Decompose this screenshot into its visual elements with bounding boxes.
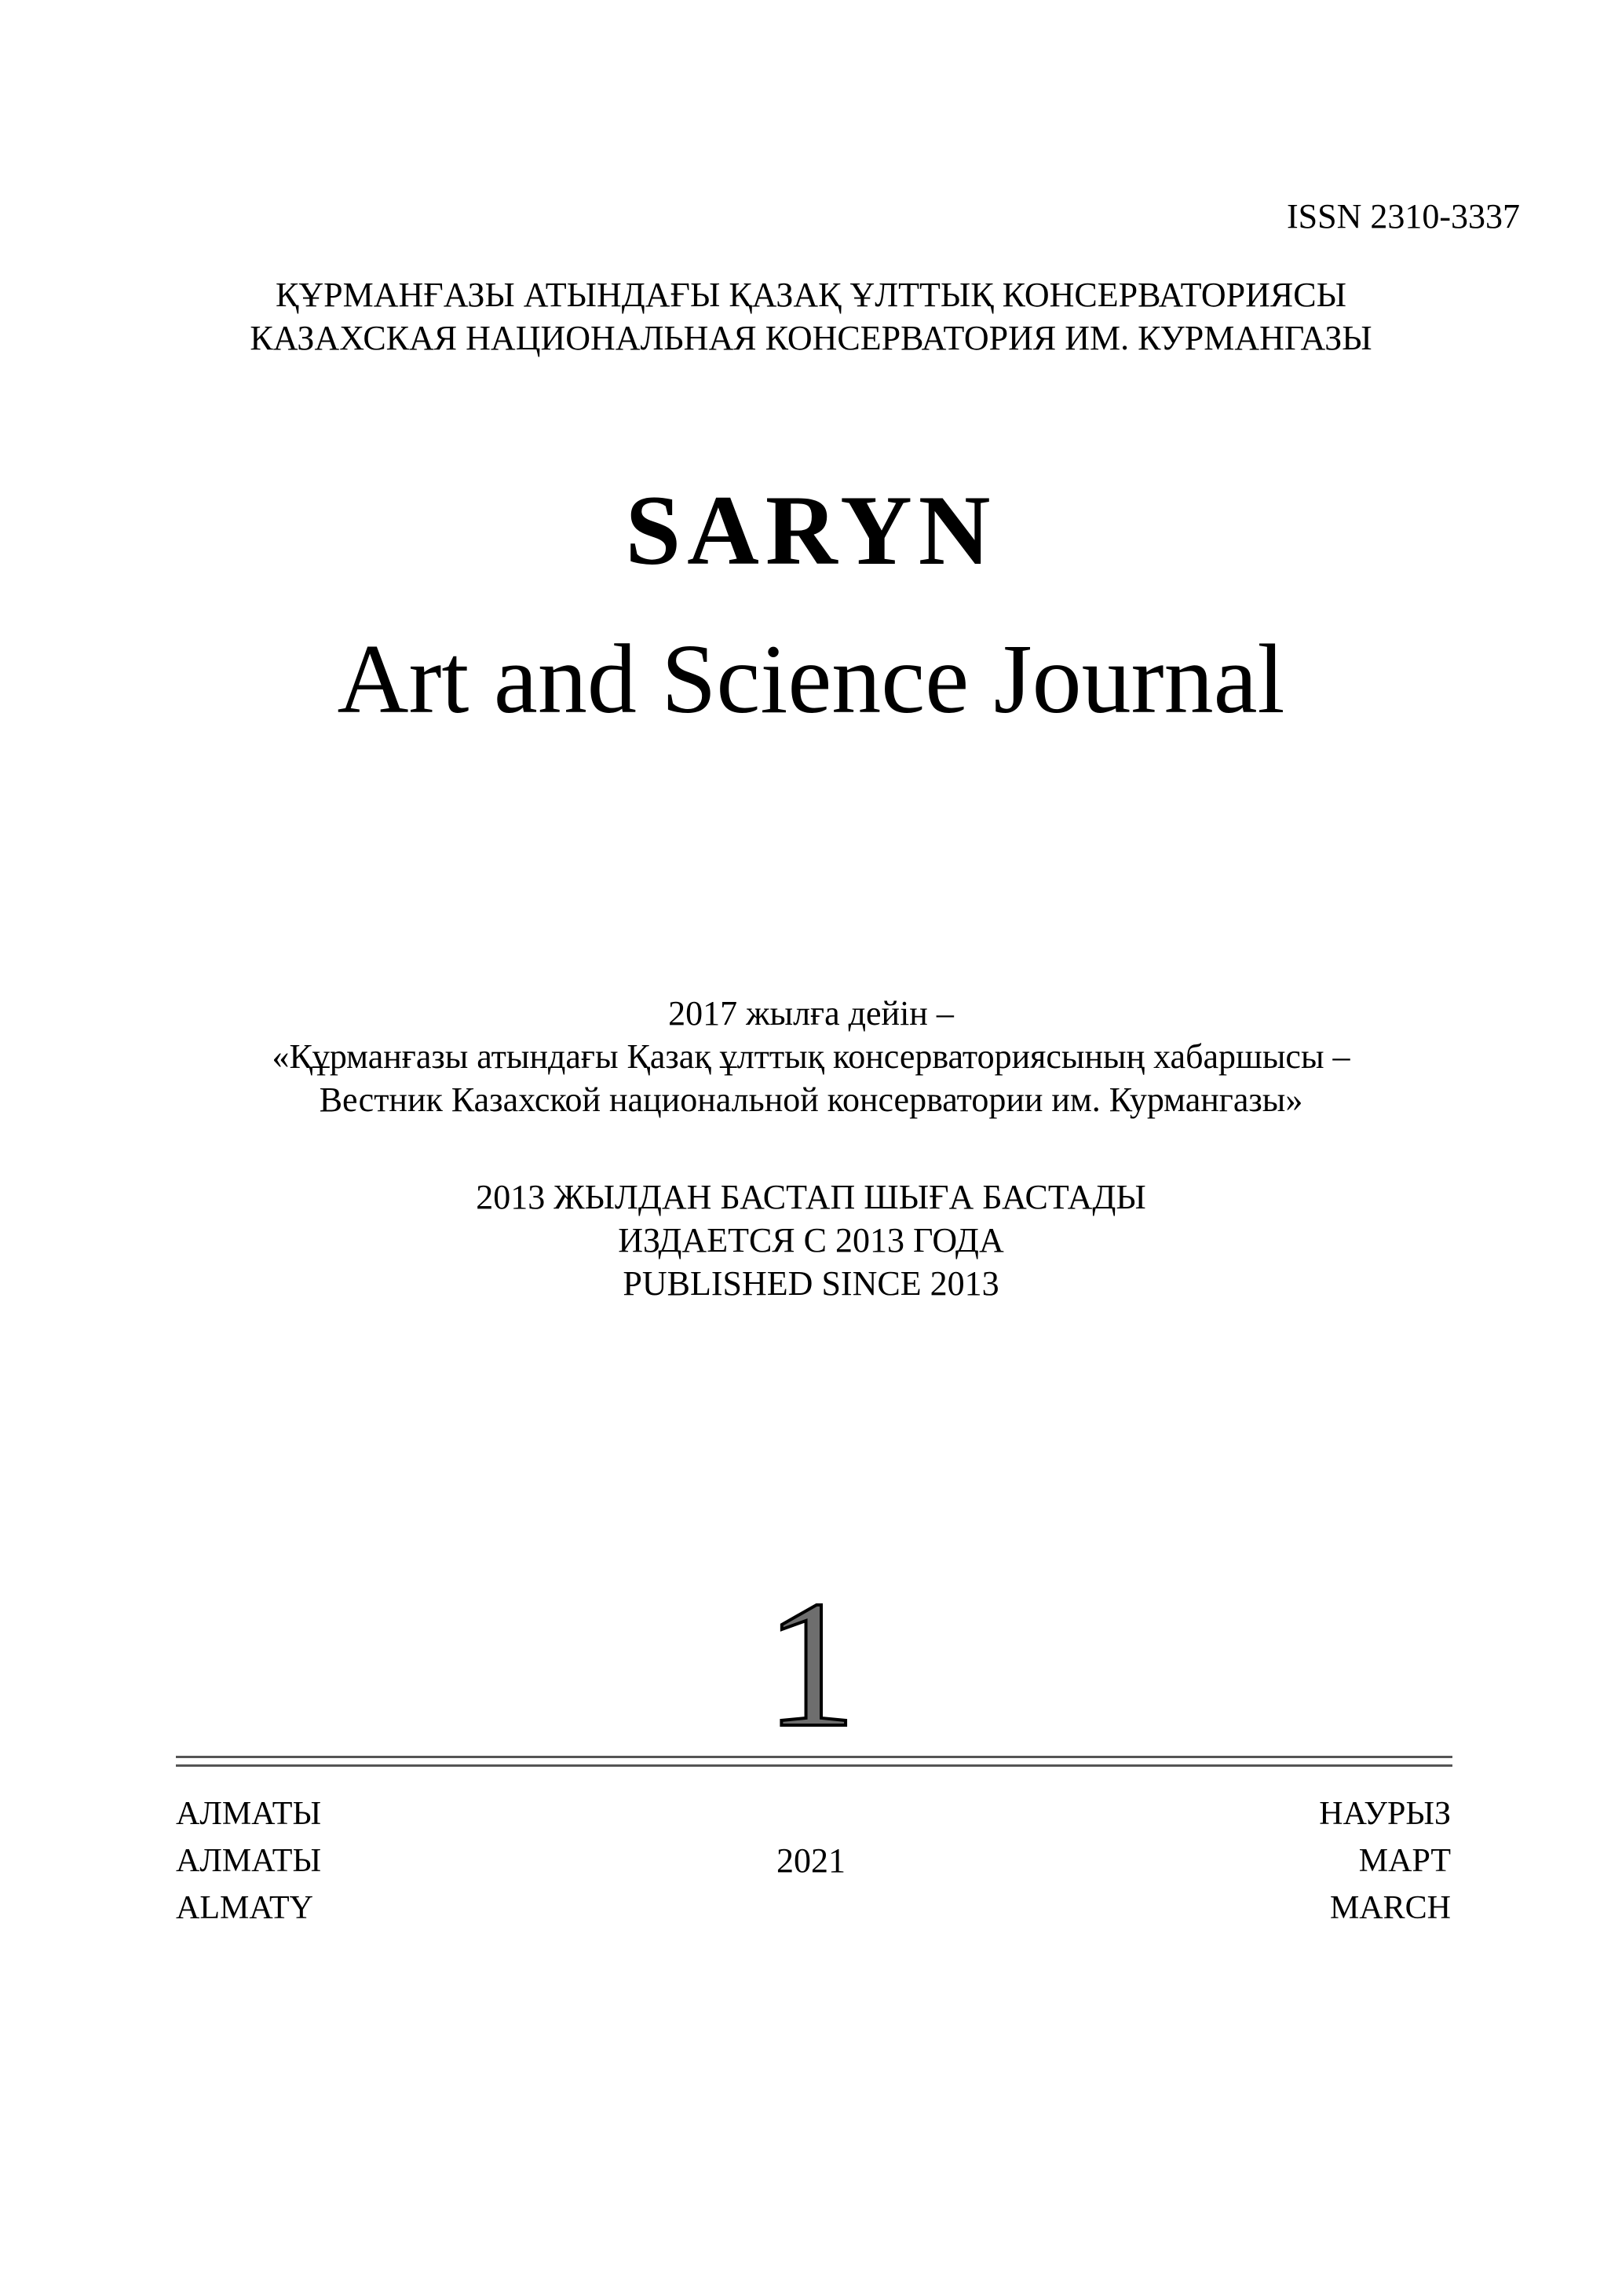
divider-rule	[176, 1756, 1452, 1758]
journal-subtitle: Art and Science Journal	[337, 625, 1285, 734]
divider-rule	[176, 1764, 1452, 1767]
month-english: MARCH	[1329, 1890, 1451, 1926]
city-english: ALMATY	[176, 1890, 313, 1926]
city-russian: АЛМАТЫ	[176, 1843, 322, 1879]
institution-name-kazakh: ҚҰРМАНҒАЗЫ АТЫНДАҒЫ ҚАЗАҚ ҰЛТТЫҚ КОНСЕРВАТОРИЯСЫ	[276, 276, 1346, 314]
former-title-line: «Құрманғазы атындағы Қазақ ұлттық консерваториясының хабаршысы –	[272, 1037, 1350, 1076]
published-since-note	[0, 1175, 1622, 1305]
city-kazakh: АЛМАТЫ	[176, 1796, 322, 1832]
former-title-note	[0, 992, 1622, 1121]
published-since-kazakh: 2013 ЖЫЛДАН БАСТАП ШЫҒА БАСТАДЫ	[476, 1178, 1146, 1216]
footer-month	[1319, 1790, 1451, 1932]
institution-names	[0, 273, 1622, 360]
month-russian: МАРТ	[1358, 1843, 1451, 1879]
issue-number: 1	[765, 1563, 857, 1765]
institution-name-russian: КАЗАХСКАЯ НАЦИОНАЛЬНАЯ КОНСЕРВАТОРИЯ ИМ. КУРМАНГАЗЫ	[250, 319, 1372, 357]
published-since-english: PUBLISHED SINCE 2013	[623, 1264, 999, 1303]
month-kazakh: НАУРЫЗ	[1319, 1796, 1451, 1832]
issn-number: ISSN 2310-3337	[1286, 197, 1520, 236]
published-since-russian: ИЗДАЕТСЯ С 2013 ГОДА	[618, 1221, 1004, 1260]
former-title-line: 2017 жылға дейін –	[668, 994, 954, 1033]
journal-title: SARYN	[625, 476, 997, 586]
former-title-line: Вестник Казахской национальной консерватории им. Курмангазы»	[319, 1080, 1303, 1119]
publication-year: 2021	[776, 1841, 846, 1880]
